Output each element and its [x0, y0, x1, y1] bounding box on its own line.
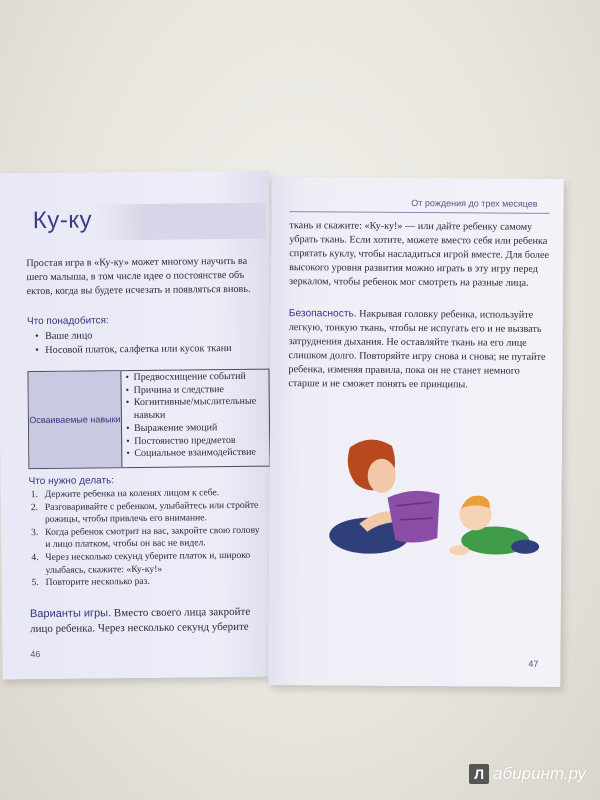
- steps-list: [29, 487, 266, 590]
- parent-baby-illustration: [299, 427, 550, 579]
- variants-text: Вместо своего лица закройте лицо ребенка. Через несколько секунд уберите: [30, 605, 251, 636]
- step-number: 2.: [30, 501, 39, 513]
- skills-table: [27, 369, 270, 470]
- right-page: [268, 177, 564, 687]
- variants-heading: Варианты игры.: [29, 607, 112, 621]
- labirint-watermark: [469, 764, 586, 784]
- skill-item: • Выражение эмоций: [126, 421, 265, 435]
- running-head: От рождения до трех месяцев: [411, 197, 538, 209]
- running-head-rule: [290, 211, 550, 214]
- step-number: 5.: [31, 577, 39, 589]
- skill-item: • Когнитивные/мыслительные навыки: [126, 396, 265, 423]
- skill-item: • Предвосхищение событий: [125, 371, 264, 385]
- skill-item: • Причина и следствие: [126, 383, 265, 397]
- step-item: [29, 499, 265, 527]
- variants-paragraph: [30, 605, 266, 637]
- skills-list: [121, 370, 269, 468]
- step-item: [30, 575, 266, 590]
- watermark-text: абиринт.ру: [493, 764, 586, 783]
- continuation-paragraph: ткань и скажите: «Ку-ку!» — или дайте ребенку самому убрать ткань. Если хотите, можете вместо себя или ребенка спрятать куклу, чтобы насладиться игрой вместе. Для более высокого уровня развития можно играть в эту игру перед зеркалом, чтобы ребенок мог смотреть на разные лица.: [289, 220, 550, 289]
- skill-item: • Социальное взаимодействие: [126, 447, 265, 461]
- needed-item: • Ваше лицо: [35, 328, 265, 344]
- safety-text: Накрывая головку ребенка, используйте легкую, тонкую ткань, чтобы не испугать его и не вызвать затруднения дыхания. Не оставляйте ткань на его лице слишком долго. Повторяйте игру снова и снова; не путайте ребенка, изменяя правила, пока он не станет немного старше и не сможет понять ее принципы.: [288, 308, 546, 391]
- step-number: 3.: [31, 526, 39, 538]
- step-text: Через несколько секунд уберите платок и, широко улыбаясь, скажите: «Ку-ку!»: [45, 549, 251, 576]
- step-text: Когда ребенок смотрит на вас, закройте свою голову и лицо платком, чтобы он вас не видел.: [45, 524, 260, 551]
- step-text: Разговаривайте с ребенком, улыбайтесь или стройте рожицы, чтобы привлечь его внимание.: [44, 499, 259, 526]
- safety-heading: Безопасность.: [288, 308, 357, 320]
- step-number: 1.: [30, 489, 38, 501]
- steps-heading: Что нужно делать:: [28, 475, 115, 488]
- step-text: Держите ребенка на коленях лицом к себе.: [44, 487, 220, 500]
- left-page: [0, 171, 275, 680]
- page-number-left: 46: [30, 649, 41, 660]
- adult-face: [368, 459, 396, 493]
- needed-heading: Что понадобится:: [26, 315, 109, 328]
- needed-item: • Носовой платок, салфетка или кусок ткани: [35, 342, 265, 358]
- watermark-badge: Л: [469, 764, 489, 784]
- intro-paragraph: Простая игра в «Ку-ку» может многому научить ва шего малыша, в том числе идее о постоянстве объ ектов, когда вы будете исчезать и появляться вновь.: [26, 255, 251, 298]
- safety-paragraph: [288, 307, 549, 393]
- step-item: [29, 550, 265, 578]
- title-stripe: [94, 203, 266, 241]
- skills-label: Осваиваемые навыки: [28, 371, 122, 468]
- page-number-right: 47: [528, 658, 539, 669]
- step-text: Повторите несколько раз.: [45, 576, 150, 589]
- needed-list: [35, 328, 265, 358]
- page-title: Ку-ку: [32, 206, 93, 235]
- cloth: [387, 491, 439, 543]
- skill-item: • Постоянство предметов: [126, 434, 265, 448]
- step-item: [29, 524, 265, 552]
- step-number: 4.: [31, 551, 39, 564]
